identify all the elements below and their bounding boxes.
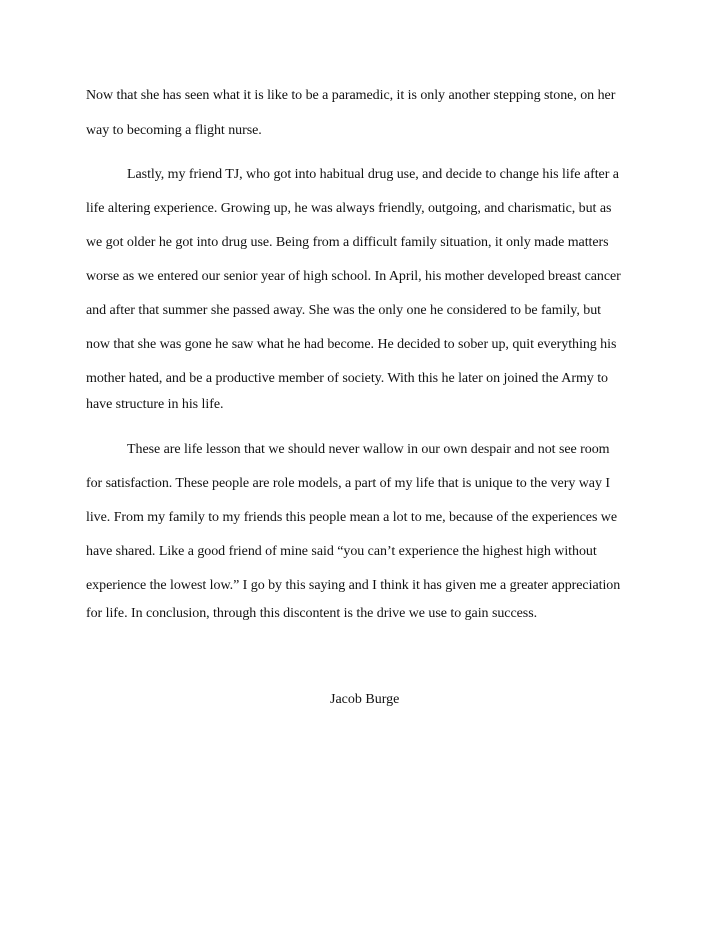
paragraph-1-line-2: way to becoming a flight nurse.	[86, 123, 262, 138]
paragraph-2-line-3: we got older he got into drug use. Being from a difficult family situation, it only made matters	[86, 235, 609, 250]
paragraph-2-line-2: life altering experience. Growing up, he was always friendly, outgoing, and charismatic, but as	[86, 201, 612, 216]
paragraph-3-line-2: for satisfaction. These people are role models, a part of my life that is unique to the very way I	[86, 476, 610, 491]
paragraph-2-line-5: and after that summer she passed away. She was the only one he considered to be family, but	[86, 303, 601, 318]
paragraph-3-line-4: have shared. Like a good friend of mine said “you can’t experience the highest high without	[86, 544, 597, 559]
author-signature: Jacob Burge	[330, 692, 400, 707]
paragraph-3-line-6: for life. In conclusion, through this discontent is the drive we use to gain success.	[86, 606, 538, 621]
paragraph-3-line-1: These are life lesson that we should never wallow in our own despair and not see room	[127, 442, 610, 457]
paragraph-2-line-8: have structure in his life.	[86, 397, 224, 412]
paragraph-2-line-6: now that she was gone he saw what he had become. He decided to sober up, quit everything his	[86, 337, 617, 352]
paragraph-2-line-4: worse as we entered our senior year of high school. In April, his mother developed breast cancer	[86, 269, 621, 284]
paragraph-3-line-5: experience the lowest low.” I go by this saying and I think it has given me a greater appreciation	[86, 578, 621, 593]
paragraph-2-line-7: mother hated, and be a productive member of society. With this he later on joined the Army to	[86, 371, 608, 386]
paragraph-3-line-3: live. From my family to my friends this people mean a lot to me, because of the experiences we	[86, 510, 618, 525]
paragraph-1-line-1: Now that she has seen what it is like to be a paramedic, it is only another stepping stone, on her	[86, 88, 616, 103]
paragraph-2-line-1: Lastly, my friend TJ, who got into habitual drug use, and decide to change his life after a	[127, 167, 619, 182]
